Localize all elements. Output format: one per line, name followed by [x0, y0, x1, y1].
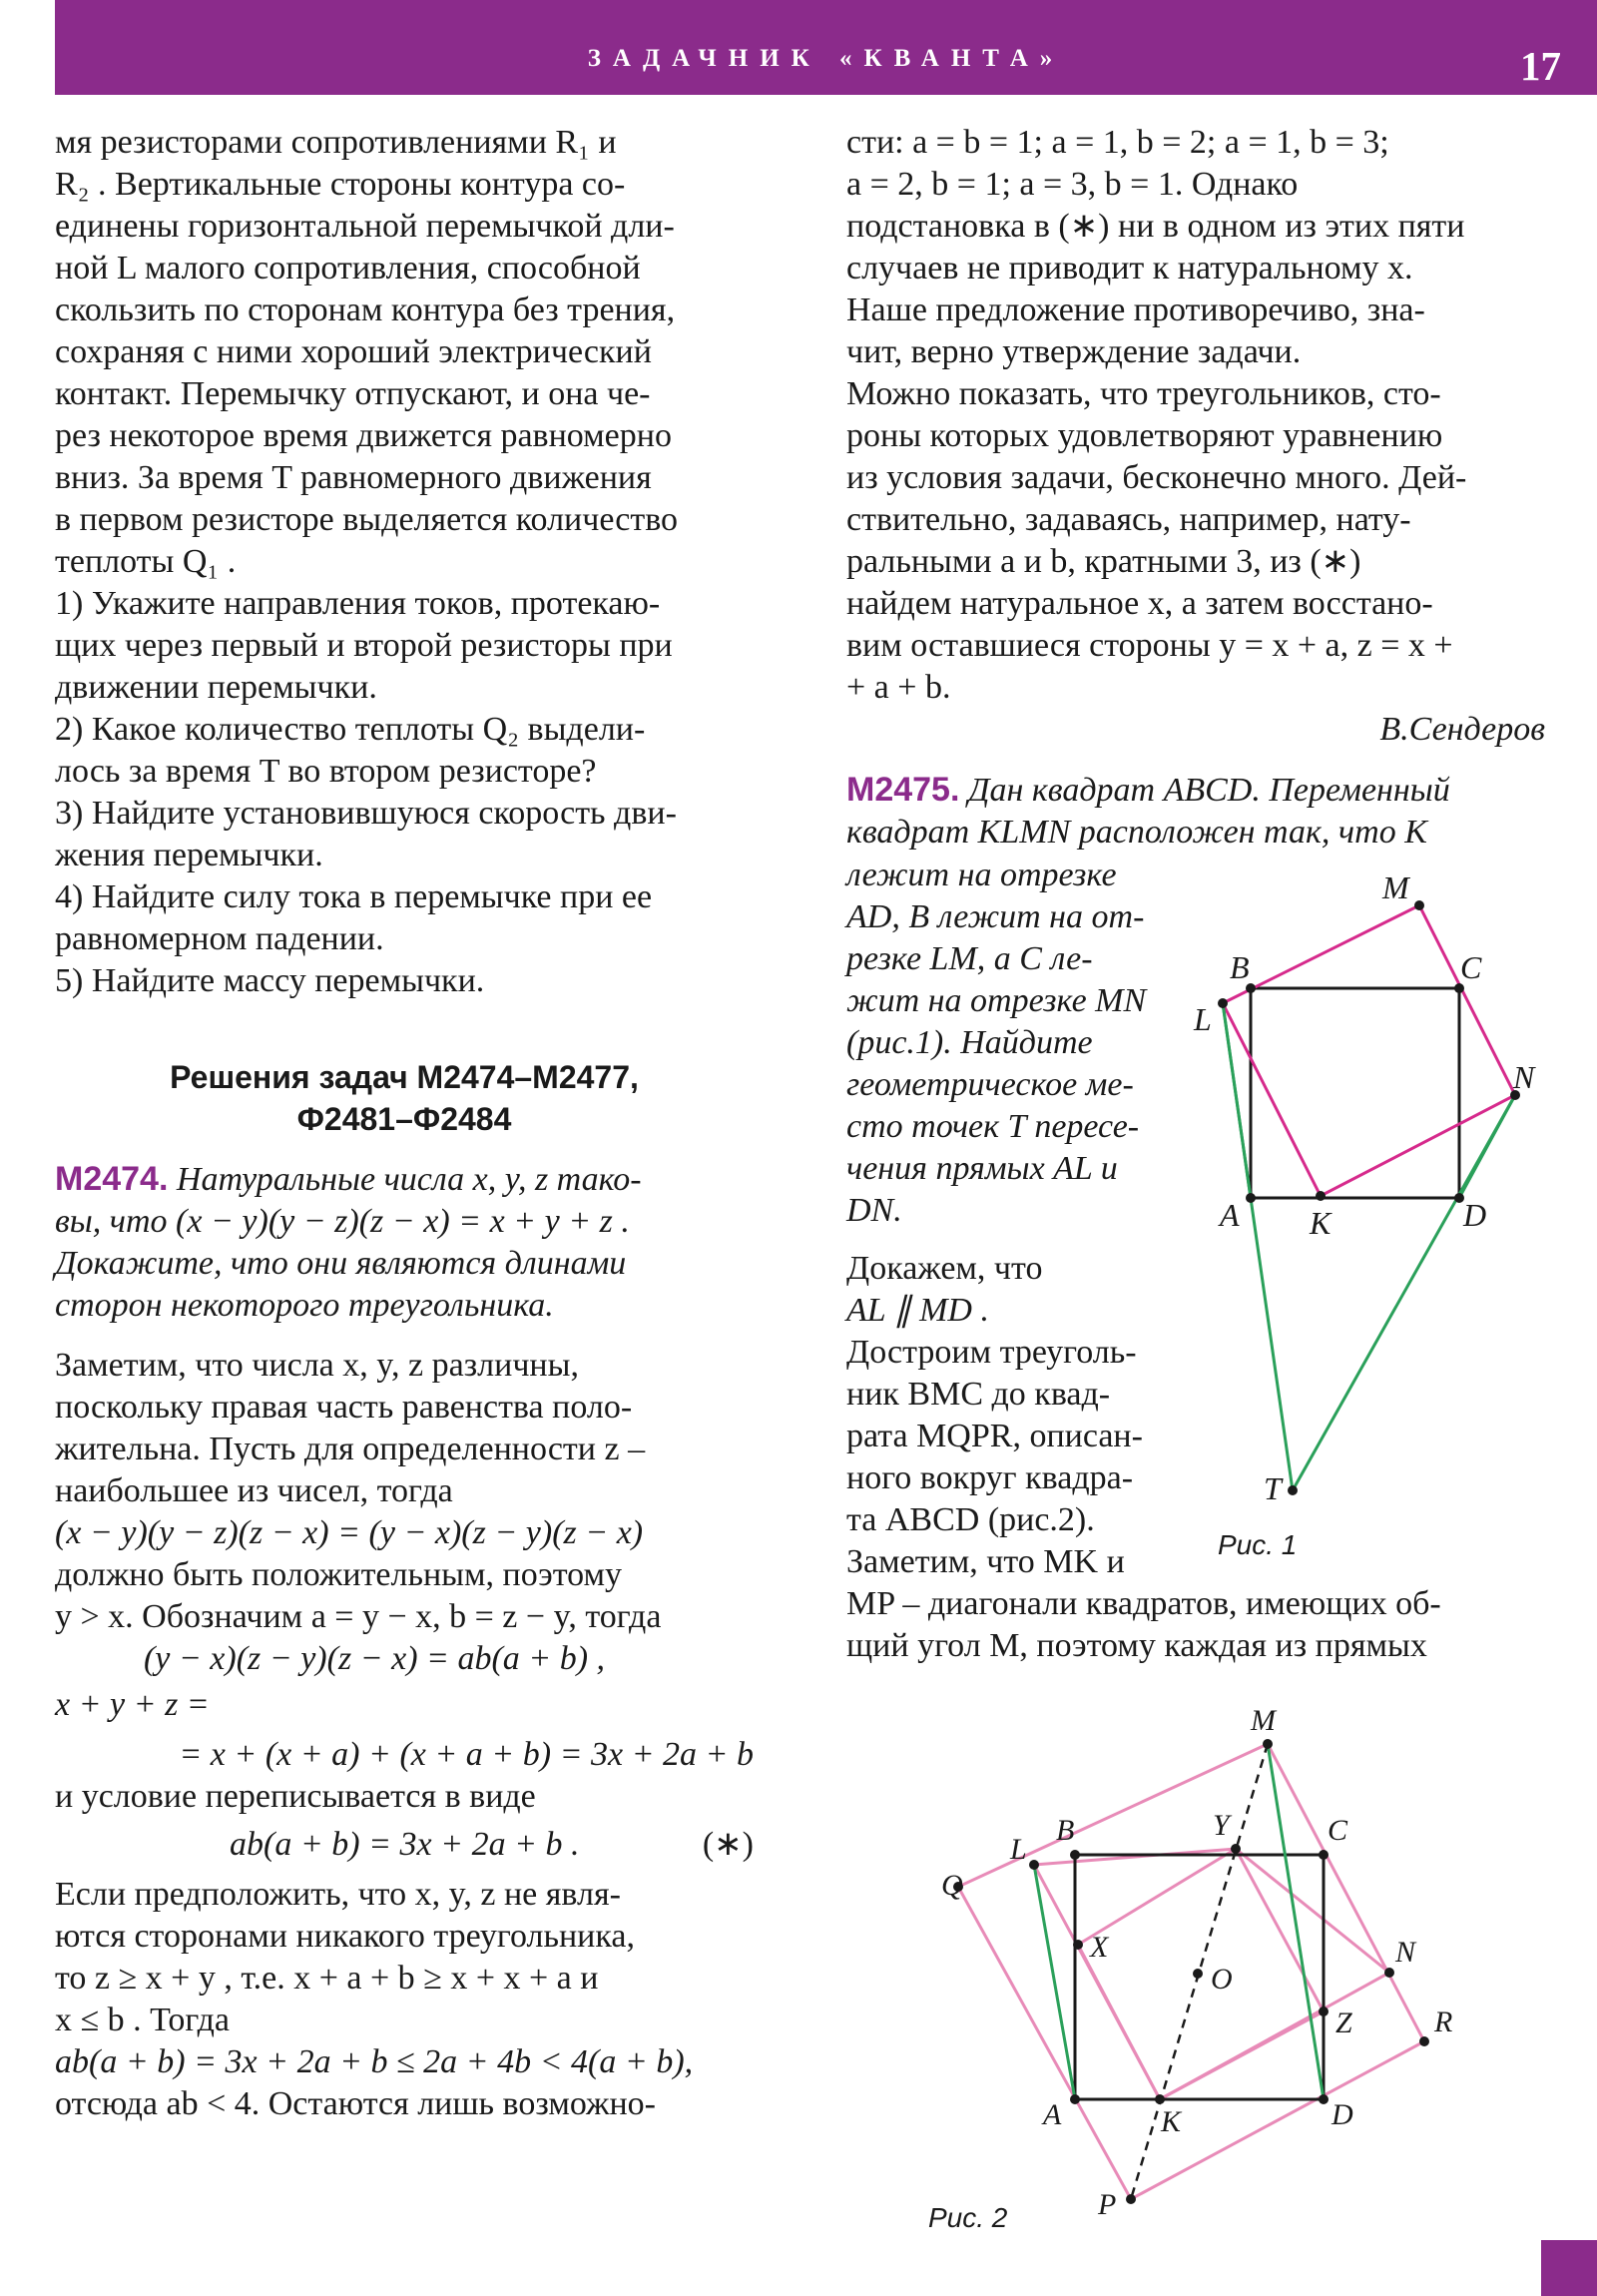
text-line: отсюда ab < 4. Остаются лишь возможно- [55, 2085, 657, 2122]
statement-line: лежит на отрезке [846, 857, 1117, 893]
text-line: жительна. Пусть для определенности z – [55, 1431, 646, 1467]
text-line: чит, верно утверждение задачи. [846, 333, 1302, 370]
line-yz [1236, 1849, 1324, 2011]
text-line: + a + b. [846, 669, 951, 706]
statement-line: AD, B лежит на от- [846, 898, 1145, 935]
statement-line: DN. [846, 1192, 902, 1229]
text-line: вниз. За время T равномерного движения [55, 459, 652, 496]
point-k [1155, 2094, 1165, 2104]
statement-line: чения прямых AL и [846, 1150, 1118, 1187]
label-n: N [1395, 1936, 1416, 1969]
question-line: равномерном падении. [55, 920, 384, 957]
text-line: теплоты Q₁ . [55, 543, 237, 580]
text-line: ствительно, задаваясь, например, нату- [846, 501, 1411, 538]
solutions-section-title [55, 1056, 754, 1140]
text-line: MP – диагонали квадратов, имеющих об- [846, 1585, 1441, 1622]
m2474-solution [55, 1158, 754, 2125]
statement-line [846, 769, 1545, 812]
text-line: должно быть положительным, поэтому [55, 1556, 623, 1593]
formula-row [55, 1824, 754, 1874]
corner-mark [1541, 2240, 1597, 2296]
label-r: R [1434, 2006, 1453, 2038]
question-line: 1) Укажите направления токов, протекаю- [55, 585, 661, 622]
text-line: ральными a и b, кратными 3, из (∗) [846, 543, 1361, 580]
text-line: Если предположить, что x, y, z не явля- [55, 1876, 621, 1913]
label-p: P [1098, 2188, 1117, 2221]
label-d: D [1463, 1197, 1487, 1233]
text-line: в первом резисторе выделяется количество [55, 501, 679, 538]
section-title-line: Ф2481–Ф2484 [296, 1101, 512, 1137]
point-p [1126, 2194, 1136, 2204]
text-line: та ABCD (рис.2). [846, 1501, 1095, 1538]
text-line: a = 2, b = 1; a = 3, b = 1. Однако [846, 166, 1299, 203]
point-a [1246, 1193, 1256, 1203]
text-line: скользить по сторонам контура без трения, [55, 291, 676, 328]
point-n [1384, 1968, 1394, 1978]
statement-line: (рис.1). Найдите [846, 1024, 1093, 1061]
label-t: T [1264, 1470, 1282, 1506]
text-line: Достроим треуголь- [846, 1334, 1137, 1371]
formula: (x − y)(y − z)(z − x) = (y − x)(z − y)(z − x) [55, 1514, 644, 1551]
formula: x + y + z = [55, 1686, 210, 1723]
point-k [1316, 1191, 1326, 1201]
label-c: C [1328, 1814, 1348, 1847]
text-line: из условия задачи, бесконечно много. Дей- [846, 459, 1467, 496]
text-line: ной L малого сопротивления, способной [55, 250, 641, 287]
statement-line: сторон некоторого треугольника. [55, 1287, 554, 1324]
label-c: C [1460, 949, 1482, 985]
label-b: B [1230, 949, 1250, 985]
section-title-line: Решения задач М2474–М2477, [170, 1059, 639, 1095]
statement-text: Дан квадрат ABCD. Переменный [967, 772, 1450, 809]
m2474-statement [55, 1158, 754, 1327]
statement-line [55, 1158, 754, 1201]
statement-line: резке LM, а C ле- [846, 940, 1093, 977]
point-r [1419, 2036, 1429, 2046]
point-a [1070, 2094, 1080, 2104]
label-n: N [1513, 1059, 1535, 1095]
question-line: 3) Найдите установившуюся скорость дви- [55, 795, 677, 832]
text-line: ного вокруг квадра- [846, 1459, 1134, 1496]
statement-line: квадрат KLMN расположен так, что K [846, 814, 1427, 851]
text-line: рез некоторое время движется равномерно [55, 417, 672, 454]
label-z: Z [1335, 2007, 1352, 2039]
text-line: то z ≥ x + y , т.е. x + a + b ≥ x + x + a и [55, 1960, 599, 1997]
text-line: x ≤ b . Тогда [55, 2002, 231, 2038]
statement-line: Докажите, что они являются длинами [55, 1245, 627, 1282]
label-m: M [1251, 1704, 1276, 1737]
figure-2-caption: Рис. 2 [928, 2202, 1008, 2233]
point-c [1319, 1850, 1329, 1860]
text-line: Заметим, что MK и [846, 1543, 1125, 1580]
page-number: 17 [1520, 43, 1561, 89]
statement-line: сто точек T пересе- [846, 1108, 1140, 1145]
label-k: K [1161, 2105, 1182, 2138]
point-l [1029, 1860, 1039, 1870]
proof-full-text [846, 1583, 1545, 1667]
questions-list [55, 583, 754, 1002]
point-m [1414, 900, 1424, 910]
formula: = x + (x + a) + (x + a + b) = 3x + 2a + b [179, 1736, 754, 1773]
text-line: R₂ . Вертикальные стороны контура со- [55, 166, 626, 203]
statement-text: Натуральные числа x, y, z тако- [176, 1161, 642, 1198]
statement-line: жит на отрезке MN [846, 982, 1147, 1019]
statement-line: геометрическое ме- [846, 1066, 1134, 1103]
label-y: Y [1213, 1809, 1230, 1842]
square-mqpr [958, 1744, 1424, 2199]
point-l [1218, 998, 1228, 1008]
point-y [1231, 1844, 1241, 1854]
text-line: ются сторонами никакого треугольника, [55, 1918, 635, 1955]
figure-1-caption: Рис. 1 [1218, 1529, 1298, 1560]
point-x [1073, 1940, 1083, 1950]
line-xk [1078, 1945, 1160, 2099]
question-line: лось за время T во втором резисторе? [55, 753, 597, 790]
statement-line: вы, что (x − y)(y − z)(z − x) = x + y + z . [55, 1203, 630, 1240]
label-l: L [1010, 1833, 1027, 1866]
text-line: наибольшее из чисел, тогда [55, 1472, 453, 1509]
text-line: рата MQPR, описан- [846, 1418, 1143, 1454]
text-line: Заметим, что числа x, y, z различны, [55, 1347, 579, 1384]
text-line: ник BMC до квад- [846, 1376, 1111, 1413]
text-line: мя резисторами сопротивлениями R₁ и [55, 124, 617, 161]
text-line: контакт. Перемычку отпускают, и она че- [55, 375, 651, 412]
page-header [55, 0, 1597, 95]
point-o [1193, 1969, 1203, 1979]
author: В.Сендеров [1379, 711, 1545, 748]
label-o: O [1211, 1963, 1233, 1996]
point-z [1319, 2007, 1329, 2016]
right-column-top [846, 122, 1545, 854]
label-q: Q [941, 1869, 963, 1902]
formula-tag: (∗) [702, 1826, 754, 1863]
journal-section-title: ЗАДАЧНИК «КВАНТА» [587, 45, 1065, 72]
text-line: Докажем, что [846, 1250, 1043, 1287]
problem-number: М2474. [55, 1160, 169, 1198]
text-line: вим оставшиеся стороны y = x + a, z = x + [846, 627, 1453, 664]
label-k: K [1310, 1205, 1331, 1241]
point-b [1070, 1850, 1080, 1860]
text-line: Наше предложение противоречиво, зна- [846, 291, 1425, 328]
label-a: A [1043, 2098, 1062, 2131]
point-m [1263, 1739, 1273, 1749]
text-line: y > x. Обозначим a = y − x, b = z − y, тогда [55, 1598, 662, 1635]
text-line: сти: a = b = 1; a = 1, b = 2; a = 1, b = 3; [846, 124, 1389, 161]
text-line: AL ∥ MD . [846, 1292, 989, 1329]
figure-1 [1178, 859, 1557, 1557]
square-abcd [1251, 988, 1459, 1198]
label-d: D [1331, 2098, 1353, 2131]
formula: ab(a + b) = 3x + 2a + b ≤ 2a + 4b < 4(a + b), [55, 2043, 694, 2080]
point-d [1319, 2094, 1329, 2104]
text-line: подстановка в (∗) ни в одном из этих пяти [846, 208, 1465, 245]
label-b: B [1056, 1814, 1075, 1847]
question-line: 4) Найдите силу тока в перемычке при ее [55, 878, 653, 915]
figure-2 [898, 1687, 1517, 2246]
question-line: щих через первый и второй резисторы при [55, 627, 673, 664]
text-line: сохраняя с ними хороший электрический [55, 333, 652, 370]
formula: ab(a + b) = 3x + 2a + b . [230, 1826, 580, 1863]
text-line: Можно показать, что треугольников, сто- [846, 375, 1441, 412]
formula: (y − x)(z − y)(z − x) = ab(a + b) , [143, 1640, 606, 1677]
text-line: случаев не приводит к натуральному x. [846, 250, 1413, 287]
text-line: и условие переписывается в виде [55, 1778, 536, 1815]
problem-number: М2475. [846, 771, 960, 809]
label-m: M [1382, 869, 1409, 905]
text-line: щий угол M, поэтому каждая из прямых [846, 1627, 1427, 1664]
label-a: A [1220, 1197, 1240, 1233]
text-line: поскольку правая часть равенства поло- [55, 1389, 633, 1426]
m2475-narrow-text [846, 855, 1176, 1232]
text-line: найдем натуральное x, а затем восстано- [846, 585, 1433, 622]
text-line: единены горизонтальной перемычкой дли- [55, 208, 675, 245]
label-l: L [1194, 1001, 1212, 1037]
question-line: 5) Найдите массу перемычки. [55, 962, 485, 999]
question-line: 2) Какое количество теплоты Q₂ выдели- [55, 711, 646, 748]
label-x: X [1090, 1931, 1109, 1964]
question-line: жения перемычки. [55, 837, 323, 873]
intro-paragraph [55, 122, 754, 583]
text-line: роны которых удовлетворяют уравнению [846, 417, 1443, 454]
left-column [55, 122, 754, 1002]
m2475-statement [846, 769, 1545, 854]
proof-narrow-text [846, 1248, 1176, 1583]
question-line: движении перемычки. [55, 669, 377, 706]
point-t [1288, 1485, 1298, 1495]
